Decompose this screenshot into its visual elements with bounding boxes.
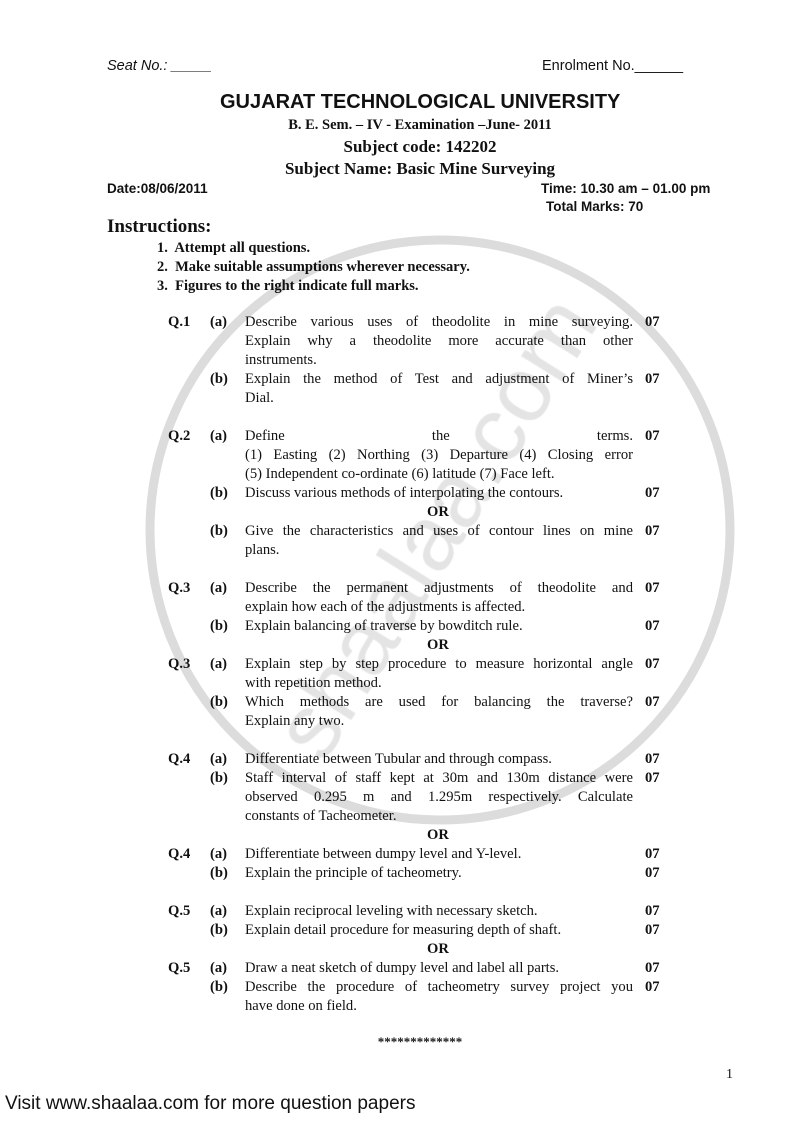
question-text: (5) Independent co-ordinate (6) latitude (7) Face left. bbox=[245, 466, 555, 482]
question-number: Q.5 bbox=[168, 903, 191, 919]
question-text: Explain the principle of tacheometry. bbox=[245, 865, 462, 881]
question-text: Discuss various methods of interpolating the contours. bbox=[245, 485, 564, 501]
question-text: Define the terms. bbox=[245, 428, 633, 444]
question-part: (b) bbox=[210, 922, 228, 938]
question-line bbox=[0, 902, 800, 921]
question-text: Explain why a theodolite more accurate than other bbox=[245, 333, 633, 349]
question-part: (b) bbox=[210, 371, 228, 387]
seat-no: Seat No.: _____ bbox=[107, 58, 212, 74]
question-line bbox=[0, 712, 800, 731]
blank-row bbox=[0, 731, 800, 750]
question-line bbox=[0, 921, 800, 940]
or-separator: OR bbox=[427, 637, 449, 653]
question-line bbox=[0, 484, 800, 503]
question-number: Q.2 bbox=[168, 428, 191, 444]
question-line bbox=[0, 807, 800, 826]
question-part: (a) bbox=[210, 751, 228, 767]
question-text: (1) Easting (2) Northing (3) Departure (4) Closing error bbox=[245, 447, 633, 463]
instruction-item: 3. Figures to the right indicate full marks. bbox=[157, 278, 419, 294]
enrolment-no: Enrolment No.______ bbox=[542, 58, 684, 74]
question-line bbox=[0, 351, 800, 370]
question-marks: 07 bbox=[645, 846, 660, 862]
subject-name: Subject Name: Basic Mine Surveying bbox=[284, 159, 556, 178]
question-marks: 07 bbox=[645, 656, 660, 672]
question-text: observed 0.295 m and 1.295m respectively. Calculate bbox=[245, 789, 633, 805]
question-number: Q.4 bbox=[168, 751, 191, 767]
question-text: Explain the method of Test and adjustment of Miner’s bbox=[245, 371, 633, 387]
question-text: plans. bbox=[245, 542, 280, 558]
question-marks: 07 bbox=[645, 371, 660, 387]
question-line bbox=[0, 313, 800, 332]
or-separator: OR bbox=[427, 504, 449, 520]
total-marks: Total Marks: 70 bbox=[546, 199, 644, 214]
question-text: Explain reciprocal leveling with necessary sketch. bbox=[245, 903, 538, 919]
exam-title: B. E. Sem. – IV - Examination –June- 2011 bbox=[288, 117, 552, 133]
or-row bbox=[0, 940, 800, 959]
question-text: with repetition method. bbox=[245, 675, 382, 691]
question-text: Describe the procedure of tacheometry survey project you bbox=[245, 979, 633, 995]
question-line bbox=[0, 655, 800, 674]
blank-row bbox=[0, 408, 800, 427]
subject-code: Subject code: 142202 bbox=[343, 137, 497, 156]
question-part: (a) bbox=[210, 846, 228, 862]
blank-row bbox=[0, 560, 800, 579]
question-text: Differentiate between Tubular and through compass. bbox=[245, 751, 552, 767]
question-text: Describe various uses of theodolite in mine surveying. bbox=[245, 314, 633, 330]
question-part: (a) bbox=[210, 580, 228, 596]
question-text: Staff interval of staff kept at 30m and 130m distance were bbox=[245, 770, 633, 786]
question-text: Differentiate between dumpy level and Y-level. bbox=[245, 846, 522, 862]
or-separator: OR bbox=[427, 941, 449, 957]
blank-row bbox=[0, 883, 800, 902]
question-marks: 07 bbox=[645, 428, 660, 444]
question-text: Explain step by step procedure to measure horizontal angle bbox=[245, 656, 633, 672]
question-text: Which methods are used for balancing the traverse? bbox=[245, 694, 633, 710]
question-part: (a) bbox=[210, 428, 228, 444]
question-part: (b) bbox=[210, 694, 228, 710]
question-line bbox=[0, 389, 800, 408]
question-line bbox=[0, 598, 800, 617]
question-text: constants of Tacheometer. bbox=[245, 808, 397, 824]
question-number: Q.1 bbox=[168, 314, 191, 330]
end-stars: ************* bbox=[377, 1034, 463, 1049]
question-line bbox=[0, 465, 800, 484]
question-line bbox=[0, 427, 800, 446]
university-title: GUJARAT TECHNOLOGICAL UNIVERSITY bbox=[220, 91, 621, 113]
question-part: (a) bbox=[210, 903, 228, 919]
question-text: have done on field. bbox=[245, 998, 357, 1014]
question-text: Explain detail procedure for measuring depth of shaft. bbox=[245, 922, 562, 938]
instruction-item: 2. Make suitable assumptions wherever necessary. bbox=[157, 259, 470, 275]
question-part: (b) bbox=[210, 485, 228, 501]
question-marks: 07 bbox=[645, 523, 660, 539]
question-line bbox=[0, 997, 800, 1016]
question-text: Draw a neat sketch of dumpy level and label all parts. bbox=[245, 960, 560, 976]
question-line bbox=[0, 978, 800, 997]
question-part: (b) bbox=[210, 523, 228, 539]
question-marks: 07 bbox=[645, 618, 660, 634]
question-line bbox=[0, 370, 800, 389]
question-number: Q.4 bbox=[168, 846, 191, 862]
question-text: Explain any two. bbox=[245, 713, 345, 729]
question-marks: 07 bbox=[645, 960, 660, 976]
question-marks: 07 bbox=[645, 485, 660, 501]
question-text: Describe the permanent adjustments of theodolite and bbox=[245, 580, 633, 596]
question-part: (b) bbox=[210, 770, 228, 786]
question-line bbox=[0, 959, 800, 978]
questions-list bbox=[0, 313, 800, 1016]
question-line bbox=[0, 788, 800, 807]
question-line bbox=[0, 864, 800, 883]
or-separator: OR bbox=[427, 827, 449, 843]
question-marks: 07 bbox=[645, 865, 660, 881]
question-line bbox=[0, 541, 800, 560]
or-row bbox=[0, 826, 800, 845]
question-marks: 07 bbox=[645, 922, 660, 938]
question-line bbox=[0, 446, 800, 465]
question-line bbox=[0, 769, 800, 788]
question-line bbox=[0, 750, 800, 769]
instructions-title: Instructions: bbox=[107, 216, 212, 237]
question-part: (b) bbox=[210, 618, 228, 634]
question-part: (b) bbox=[210, 865, 228, 881]
question-part: (a) bbox=[210, 656, 228, 672]
question-part: (a) bbox=[210, 960, 228, 976]
question-line bbox=[0, 845, 800, 864]
question-marks: 07 bbox=[645, 694, 660, 710]
question-text: Give the characteristics and uses of contour lines on mine bbox=[245, 523, 633, 539]
question-marks: 07 bbox=[645, 314, 660, 330]
question-text: Explain balancing of traverse by bowditch rule. bbox=[245, 618, 523, 634]
question-marks: 07 bbox=[645, 979, 660, 995]
question-line bbox=[0, 332, 800, 351]
question-line bbox=[0, 693, 800, 712]
or-row bbox=[0, 503, 800, 522]
question-part: (a) bbox=[210, 314, 228, 330]
question-line bbox=[0, 674, 800, 693]
question-line bbox=[0, 522, 800, 541]
question-number: Q.3 bbox=[168, 656, 191, 672]
promo-link-text[interactable]: Visit www.shaalaa.com for more question papers bbox=[5, 1093, 416, 1114]
exam-date: Date:08/06/2011 bbox=[107, 181, 208, 196]
question-text: instruments. bbox=[245, 352, 317, 368]
question-text: explain how each of the adjustments is affected. bbox=[245, 599, 526, 615]
page-number: 1 bbox=[726, 1067, 733, 1082]
question-marks: 07 bbox=[645, 903, 660, 919]
question-line bbox=[0, 617, 800, 636]
or-row bbox=[0, 636, 800, 655]
question-line bbox=[0, 579, 800, 598]
question-marks: 07 bbox=[645, 770, 660, 786]
question-number: Q.3 bbox=[168, 580, 191, 596]
question-number: Q.5 bbox=[168, 960, 191, 976]
question-marks: 07 bbox=[645, 580, 660, 596]
question-part: (b) bbox=[210, 979, 228, 995]
instruction-item: 1. Attempt all questions. bbox=[157, 240, 311, 256]
exam-time: Time: 10.30 am – 01.00 pm bbox=[541, 181, 711, 196]
question-marks: 07 bbox=[645, 751, 660, 767]
question-text: Dial. bbox=[245, 390, 274, 406]
